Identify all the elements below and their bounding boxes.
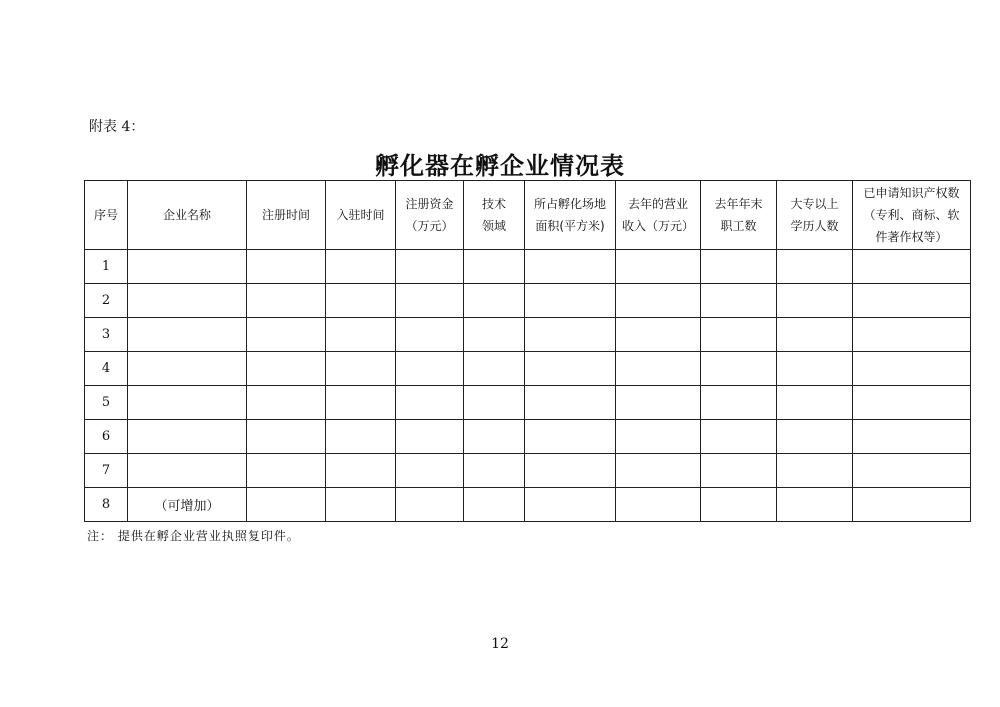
table-cell <box>247 352 326 386</box>
row-number-cell: 1 <box>85 250 128 284</box>
table-cell <box>853 386 971 420</box>
column-header <box>247 181 326 250</box>
table-cell <box>464 386 525 420</box>
column-header-line: 大专以上 <box>790 197 839 211</box>
column-header-line: 注册资金 <box>405 197 454 211</box>
row-number-cell: 6 <box>85 420 128 454</box>
column-header <box>616 181 701 250</box>
table-cell <box>701 318 777 352</box>
table-cell <box>853 352 971 386</box>
table-cell <box>701 454 777 488</box>
column-header-line: 所占孵化场地 <box>533 197 606 211</box>
enterprise-table <box>84 180 971 522</box>
table-cell <box>853 488 971 522</box>
table-cell <box>396 454 464 488</box>
table-cell <box>616 284 701 318</box>
table-cell <box>701 284 777 318</box>
column-header-line: 入驻时间 <box>336 208 385 222</box>
table-cell <box>777 454 853 488</box>
column-header <box>85 181 128 250</box>
table-row <box>85 386 971 420</box>
table-cell <box>853 250 971 284</box>
company-name-cell <box>128 284 247 318</box>
company-name-cell: （可增加） <box>128 488 247 522</box>
column-header-line: 面积(平方米) <box>535 219 605 233</box>
column-header-line: 件著作权等） <box>875 230 948 244</box>
company-name-cell <box>128 318 247 352</box>
table-cell <box>464 454 525 488</box>
table-cell <box>616 386 701 420</box>
table-row <box>85 488 971 522</box>
row-number-cell: 7 <box>85 454 128 488</box>
column-header-line: 企业名称 <box>162 208 211 222</box>
table-cell <box>777 386 853 420</box>
table-body <box>85 250 971 522</box>
table-cell <box>525 488 616 522</box>
table-cell <box>616 454 701 488</box>
column-header-line: 技术 <box>481 197 506 211</box>
column-header-line: 学历人数 <box>790 219 839 233</box>
table-cell <box>777 284 853 318</box>
table-cell <box>525 454 616 488</box>
table-cell <box>701 352 777 386</box>
table-cell <box>701 488 777 522</box>
table-cell <box>616 488 701 522</box>
table-cell <box>701 420 777 454</box>
table-cell <box>326 386 396 420</box>
table-cell <box>247 454 326 488</box>
column-header-line: 领域 <box>481 219 506 233</box>
table-cell <box>464 420 525 454</box>
attachment-label: 附表 4： <box>89 119 145 135</box>
table-row <box>85 318 971 352</box>
row-number-cell: 5 <box>85 386 128 420</box>
column-header <box>701 181 777 250</box>
table-header-row <box>85 181 971 250</box>
column-header-line: 去年年末 <box>714 197 763 211</box>
row-number-cell: 8 <box>85 488 128 522</box>
column-header <box>128 181 247 250</box>
table-cell <box>525 284 616 318</box>
table-cell <box>247 284 326 318</box>
table-cell <box>396 250 464 284</box>
company-name-cell <box>128 420 247 454</box>
table-cell <box>396 284 464 318</box>
column-header-line: （万元） <box>405 219 454 233</box>
table-cell <box>464 284 525 318</box>
table-cell <box>777 352 853 386</box>
table-cell <box>853 420 971 454</box>
table-row <box>85 352 971 386</box>
table-cell <box>247 386 326 420</box>
column-header <box>853 181 971 250</box>
table-cell <box>326 488 396 522</box>
column-header <box>326 181 396 250</box>
table-cell <box>616 318 701 352</box>
table-cell <box>777 250 853 284</box>
column-header-line: 已申请知识产权数 <box>863 186 960 200</box>
column-header-line: 收入（万元） <box>621 219 694 233</box>
table-cell <box>396 420 464 454</box>
table-row <box>85 284 971 318</box>
table-cell <box>525 352 616 386</box>
table-cell <box>616 420 701 454</box>
table-cell <box>464 318 525 352</box>
row-number-cell: 4 <box>85 352 128 386</box>
table-cell <box>853 284 971 318</box>
table-cell <box>525 386 616 420</box>
table-cell <box>247 420 326 454</box>
row-number-cell: 3 <box>85 318 128 352</box>
table-cell <box>396 488 464 522</box>
table-cell <box>525 420 616 454</box>
table-cell <box>247 488 326 522</box>
column-header <box>396 181 464 250</box>
row-number-cell: 2 <box>85 284 128 318</box>
table-row <box>85 420 971 454</box>
company-name-cell <box>128 352 247 386</box>
table-row <box>85 454 971 488</box>
column-header-line: （专利、商标、软 <box>863 208 960 222</box>
company-name-cell <box>128 454 247 488</box>
table-cell <box>853 318 971 352</box>
page-number: 12 <box>491 636 509 652</box>
column-header-line: 去年的营业 <box>627 197 688 211</box>
table-row <box>85 250 971 284</box>
table-cell <box>777 420 853 454</box>
column-header-line: 序号 <box>93 208 118 222</box>
table-cell <box>616 352 701 386</box>
column-header <box>777 181 853 250</box>
table-cell <box>853 454 971 488</box>
table-cell <box>777 488 853 522</box>
column-header-line: 注册时间 <box>261 208 310 222</box>
table-cell <box>396 352 464 386</box>
table-cell <box>247 318 326 352</box>
table-cell <box>326 250 396 284</box>
table-cell <box>525 250 616 284</box>
table-cell <box>616 250 701 284</box>
table-cell <box>247 250 326 284</box>
table-cell <box>701 250 777 284</box>
column-header-line: 职工数 <box>720 219 757 233</box>
table-cell <box>777 318 853 352</box>
table-cell <box>396 318 464 352</box>
table-cell <box>525 318 616 352</box>
company-name-cell <box>128 386 247 420</box>
table-cell <box>326 352 396 386</box>
table-cell <box>326 318 396 352</box>
company-name-cell <box>128 250 247 284</box>
table-cell <box>396 386 464 420</box>
table-cell <box>326 284 396 318</box>
column-header <box>525 181 616 250</box>
table-cell <box>326 454 396 488</box>
table-cell <box>326 420 396 454</box>
table-cell <box>464 250 525 284</box>
table-cell <box>701 386 777 420</box>
table-cell <box>464 352 525 386</box>
page-title: 孵化器在孵企业情况表 <box>375 152 625 180</box>
table-cell <box>464 488 525 522</box>
footnote: 注： 提供在孵企业营业执照复印件。 <box>87 529 300 543</box>
column-header <box>464 181 525 250</box>
